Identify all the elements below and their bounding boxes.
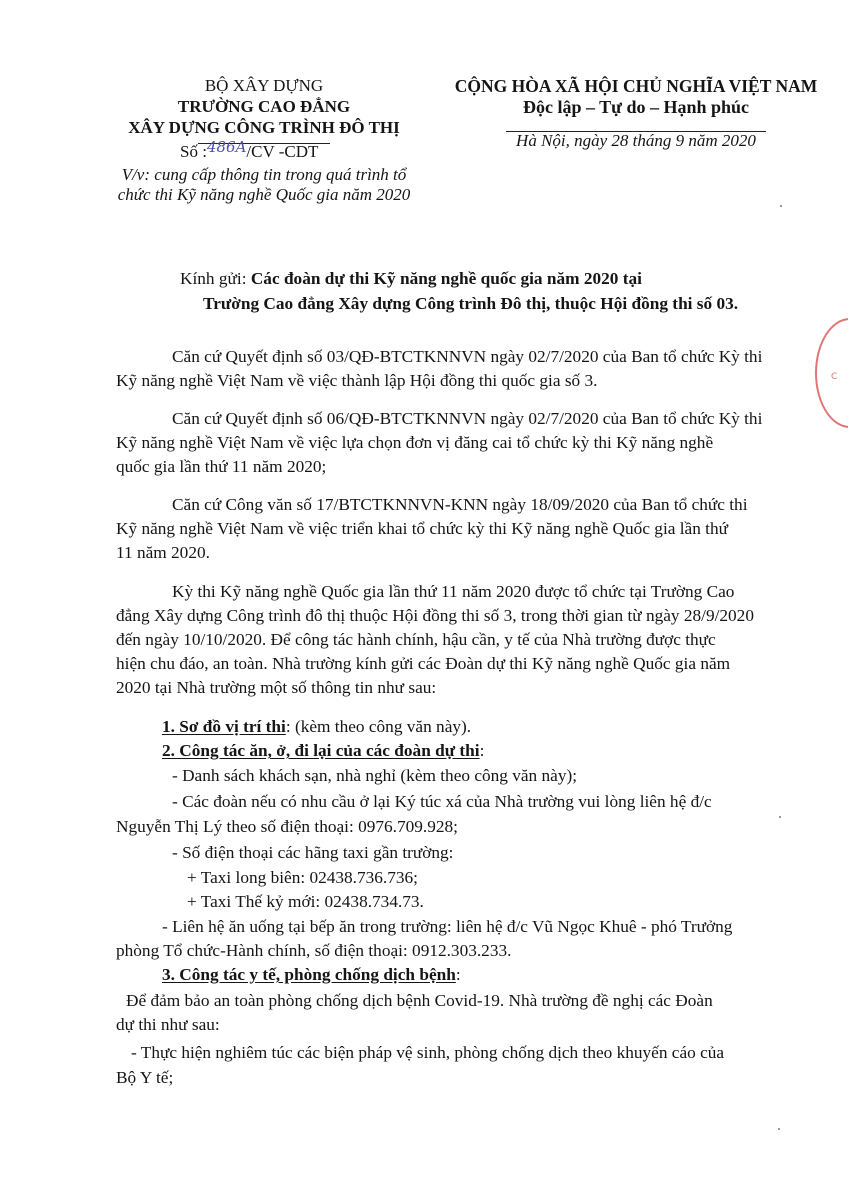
- section-3-title: 3. Công tác y tế, phòng chống dịch bệnh: [162, 965, 456, 984]
- section-1-title: 1. Sơ đồ vị trí thi: [162, 717, 286, 736]
- school-name-line1: TRƯỜNG CAO ĐẲNG: [177, 97, 351, 116]
- scan-speck: [780, 205, 782, 207]
- body-line: Căn cứ Công văn số 17/BTCTKNNVN-KNN ngày 18/09/2020 của Ban tổ chức thi: [172, 495, 748, 514]
- list-item: + Taxi long biên: 02438.736.736;: [187, 868, 418, 887]
- list-item: Bộ Y tế;: [116, 1068, 174, 1087]
- section-1-text: : (kèm theo công văn này).: [285, 717, 472, 736]
- recipient-line1: [180, 269, 642, 289]
- body-line: hiện chu đáo, an toàn. Nhà trường kính gửi các Đoàn dự thi Kỹ năng nghề Quốc gia năm: [116, 654, 731, 673]
- body-line: Kỹ năng nghề Việt Nam về việc thành lập Hội đồng thi quốc gia số 3.: [116, 371, 598, 390]
- national-motto: Độc lập – Tự do – Hạnh phúc: [522, 97, 750, 117]
- school-name-line2: XÂY DỰNG CÔNG TRÌNH ĐÔ THỊ: [128, 118, 400, 137]
- subject-line1: V/v: cung cấp thông tin trong quá trình tổ: [121, 165, 407, 184]
- section-1-heading: [162, 717, 471, 737]
- scan-speck: [778, 1128, 780, 1130]
- list-item: Để đảm bảo an toàn phòng chống dịch bệnh Covid-19. Nhà trường đề nghị các Đoàn: [126, 991, 713, 1010]
- country-name: CỘNG HÒA XÃ HỘI CHỦ NGHĨA VIỆT NAM: [454, 76, 818, 96]
- body-line: đến ngày 10/10/2020. Để công tác hành chính, hậu cần, y tế của Nhà trường được thực: [116, 630, 716, 649]
- document-date: Hà Nội, ngày 28 tháng 9 năm 2020: [516, 131, 756, 150]
- ministry-name: BỘ XÂY DỰNG: [204, 76, 324, 95]
- document-number: [180, 138, 319, 162]
- list-item: + Taxi Thế kỷ mới: 02438.734.73.: [187, 892, 424, 911]
- section-2-heading: [162, 741, 484, 761]
- body-line: Kỳ thi Kỹ năng nghề Quốc gia lần thứ 11 năm 2020 được tổ chức tại Trường Cao: [172, 582, 735, 601]
- body-line: 2020 tại Nhà trường một số thông tin như sau:: [116, 678, 437, 697]
- list-item: - Các đoàn nếu có nhu cầu ở lại Ký túc xá của Nhà trường vui lòng liên hệ đ/c: [172, 792, 712, 811]
- body-line: Căn cứ Quyết định số 03/QĐ-BTCTKNNVN ngày 02/7/2020 của Ban tổ chức Kỳ thi: [172, 347, 763, 366]
- list-item: - Số điện thoại các hãng taxi gần trường:: [172, 843, 454, 862]
- list-item: dự thi như sau:: [116, 1015, 220, 1034]
- subject-line2: chức thi Kỹ năng nghề Quốc gia năm 2020: [117, 185, 411, 204]
- body-line: 11 năm 2020.: [116, 543, 210, 562]
- body-line: quốc gia lần thứ 11 năm 2020;: [116, 457, 327, 476]
- body-line: Kỹ năng nghề Việt Nam về việc lựa chọn đơn vị đăng cai tổ chức kỳ thi Kỹ năng nghề: [116, 433, 714, 452]
- body-line: Kỹ năng nghề Việt Nam về việc triển khai tổ chức kỳ thi Kỹ năng nghề Quốc gia lần thứ: [116, 519, 728, 538]
- number-handwritten: 486A: [206, 138, 247, 156]
- list-item: - Danh sách khách sạn, nhà nghỉ (kèm theo công văn này);: [172, 766, 578, 785]
- seal-stamp: C: [815, 318, 848, 428]
- section-2-text: :: [479, 741, 485, 760]
- section-3-heading: [162, 965, 461, 985]
- scan-speck: [779, 816, 781, 818]
- list-item: - Liên hệ ăn uống tại bếp ăn trong trường: liên hệ đ/c Vũ Ngọc Khuê - phó Trưởng: [162, 917, 733, 936]
- list-item: - Thực hiện nghiêm túc các biện pháp vệ sinh, phòng chống dịch theo khuyến cáo của: [131, 1043, 725, 1062]
- number-prefix: Số :: [180, 142, 207, 161]
- body-line: đẳng Xây dựng Công trình đô thị thuộc Hội đồng thi số 3, trong thời gian từ ngày 28/9/2020: [116, 606, 754, 625]
- number-suffix: /CV -CDT: [246, 142, 319, 161]
- recipient-text-line2: Trường Cao đẳng Xây dựng Công trình Đô thị, thuộc Hội đồng thi số 03.: [203, 294, 739, 313]
- list-item: Nguyễn Thị Lý theo số điện thoại: 0976.709.928;: [116, 817, 458, 836]
- section-2-title: 2. Công tác ăn, ở, đi lại của các đoàn dự thi: [162, 741, 480, 760]
- body-line: Căn cứ Quyết định số 06/QĐ-BTCTKNNVN ngày 02/7/2020 của Ban tổ chức Kỳ thi: [172, 409, 763, 428]
- list-item: phòng Tổ chức-Hành chính, số điện thoại: 0912.303.233.: [116, 941, 512, 960]
- recipient-text-line1: Các đoàn dự thi Kỹ năng nghề quốc gia năm 2020 tại: [250, 269, 642, 288]
- recipient-label: Kính gửi:: [180, 269, 247, 288]
- section-3-text: :: [455, 965, 461, 984]
